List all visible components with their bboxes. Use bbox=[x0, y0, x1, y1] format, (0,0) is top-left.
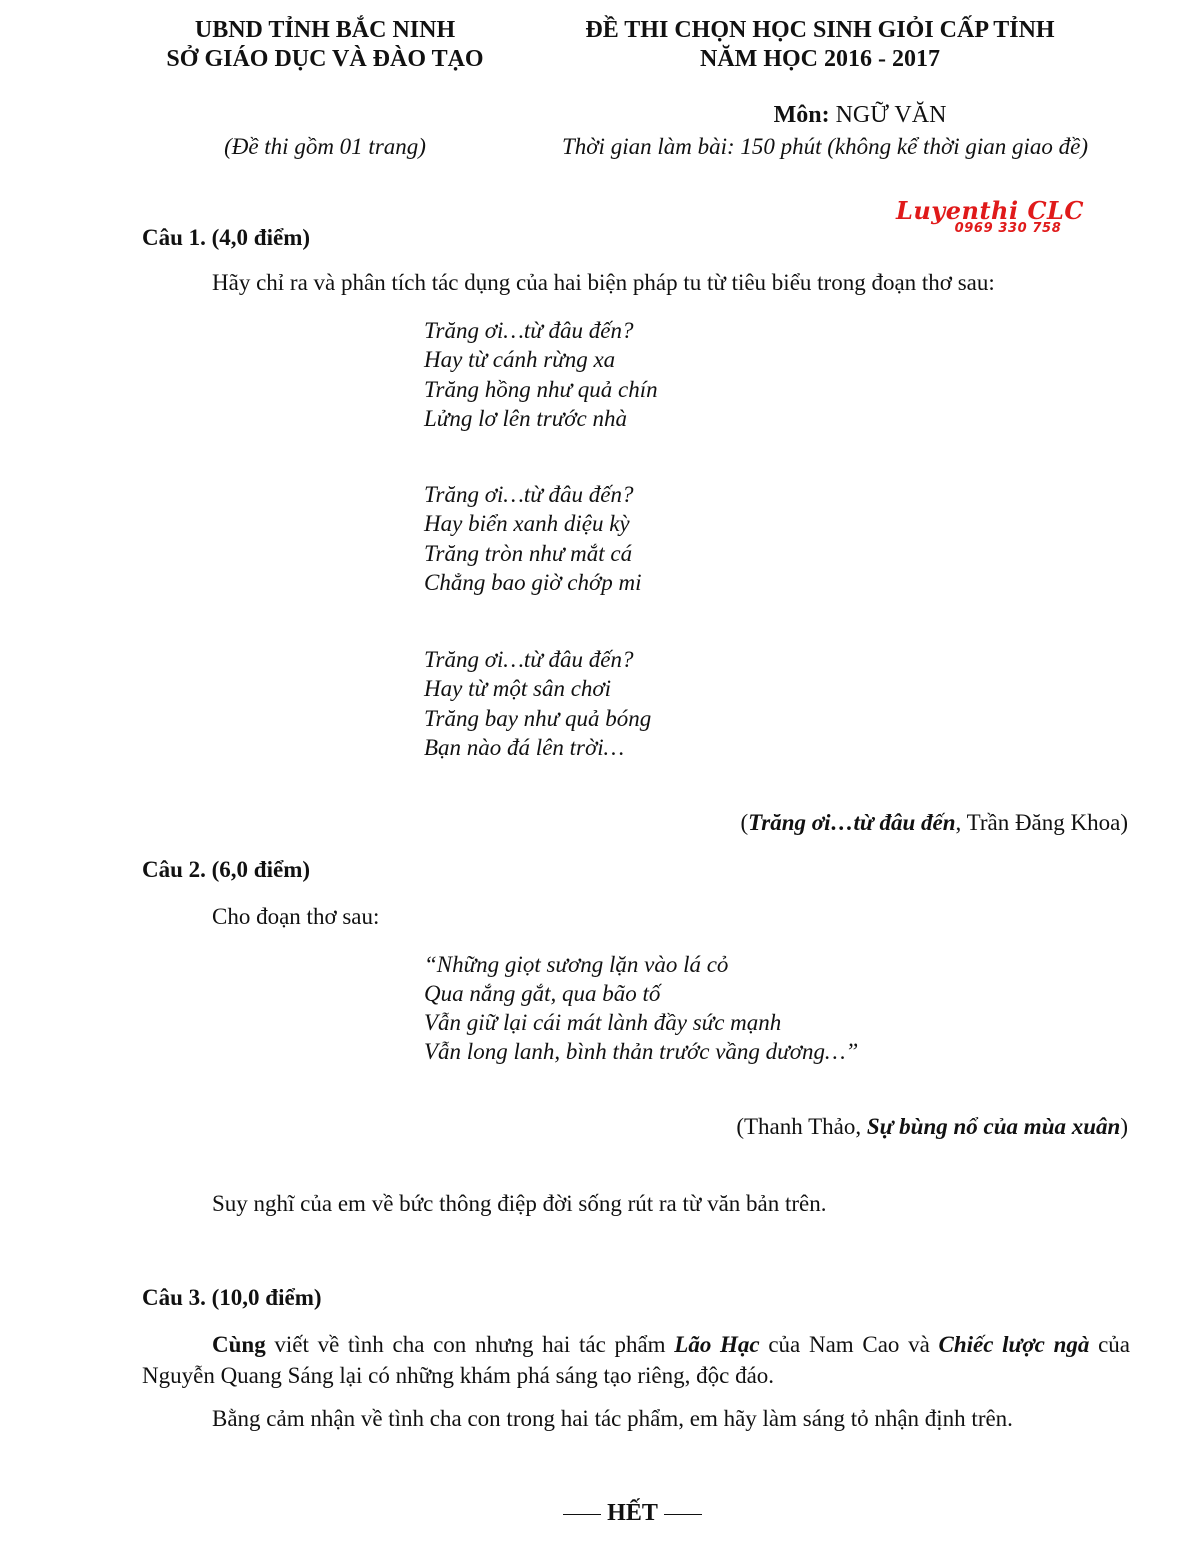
issuer-line-1: UBND TỈNH BẮC NINH bbox=[194, 17, 456, 43]
issuer-line-2: SỞ GIÁO DỤC VÀ ĐÀO TẠO bbox=[166, 46, 484, 72]
q2-source-author: (Thanh Thảo, bbox=[736, 1114, 867, 1139]
watermark-logo bbox=[880, 196, 1120, 246]
q2-source-close: ) bbox=[1120, 1114, 1128, 1139]
q1-stanza3-line2: Hay từ một sân chơi bbox=[424, 676, 612, 701]
subject-line bbox=[540, 102, 1180, 129]
q3-text-c: của Nguyễn Quang Sáng lại có những khám phá sáng tạo riêng, độc đáo. bbox=[142, 1332, 1131, 1388]
end-dash-left bbox=[563, 1514, 601, 1515]
q1-source bbox=[740, 810, 1128, 836]
q1-stanza1-line3: Trăng hồng như quả chín bbox=[424, 377, 658, 402]
q2-poem-line3: Vẫn giữ lại cái mát lành đầy sức mạnh bbox=[424, 1010, 782, 1035]
watermark-name: Luyenthi CLC bbox=[895, 196, 1085, 225]
q1-stanza3-line3: Trăng bay như quả bóng bbox=[424, 706, 652, 731]
q2-intro: Cho đoạn thơ sau: bbox=[212, 904, 380, 929]
q1-stanza1-line1: Trăng ơi…từ đâu đến? bbox=[424, 318, 634, 343]
school-year: NĂM HỌC 2016 - 2017 bbox=[700, 46, 940, 72]
end-mark bbox=[0, 1500, 1200, 1527]
q2-poem-line2: Qua nắng gắt, qua bão tố bbox=[424, 981, 661, 1006]
watermark-phone: 0969 330 758 bbox=[954, 221, 1062, 236]
q1-stanza2-line3: Trăng tròn như mắt cá bbox=[424, 541, 633, 566]
q3-work-lao-hac: Lão Hạc bbox=[674, 1332, 760, 1357]
subject-label: Môn: bbox=[773, 102, 830, 128]
q1-stanza3-line1: Trăng ơi…từ đâu đến? bbox=[424, 647, 634, 672]
exam-title: ĐỀ THI CHỌN HỌC SINH GIỎI CẤP TỈNH bbox=[585, 17, 1055, 43]
q3-text-b: của Nam Cao và bbox=[759, 1332, 939, 1357]
q3-work-chiec-luoc-nga: Chiếc lược ngà bbox=[938, 1332, 1090, 1357]
q1-title: Câu 1. (4,0 điểm) bbox=[142, 225, 311, 250]
issuer-block bbox=[140, 16, 510, 74]
q2-poem-line1: “Những giọt sương lặn vào lá cỏ bbox=[424, 952, 729, 977]
q1-source-open: ( bbox=[740, 810, 749, 835]
q3-paragraph-1 bbox=[142, 1329, 1130, 1391]
q3-text-a: viết về tình cha con nhưng hai tác phẩm bbox=[265, 1332, 675, 1357]
exam-title-block bbox=[540, 16, 1100, 74]
pages-note: (Đề thi gồm 01 trang) bbox=[224, 134, 426, 159]
q1-stanza1-line2: Hay từ cánh rừng xa bbox=[424, 347, 616, 372]
end-dash-right bbox=[664, 1514, 702, 1515]
q1-stanza3-line4: Bạn nào đá lên trời… bbox=[424, 735, 625, 760]
time-note: Thời gian làm bài: 150 phút (không kể thời gian giao đề) bbox=[561, 134, 1089, 159]
q2-source-title: Sự bùng nổ của mùa xuân bbox=[866, 1114, 1121, 1139]
q1-stanza1-line4: Lửng lơ lên trước nhà bbox=[424, 406, 627, 431]
q2-prompt: Suy nghĩ của em về bức thông điệp đời sống rút ra từ văn bản trên. bbox=[212, 1191, 827, 1216]
q2-title: Câu 2. (6,0 điểm) bbox=[142, 857, 311, 882]
q2-source bbox=[736, 1114, 1128, 1140]
end-text: HẾT bbox=[607, 1500, 658, 1526]
q1-prompt: Hãy chỉ ra và phân tích tác dụng của hai biện pháp tu từ tiêu biểu trong đoạn thơ sau: bbox=[212, 270, 995, 295]
q1-stanza2-line1: Trăng ơi…từ đâu đến? bbox=[424, 482, 634, 507]
q1-stanza2-line4: Chẳng bao giờ chớp mi bbox=[424, 570, 642, 595]
q1-stanza2-line2: Hay biển xanh diệu kỳ bbox=[424, 511, 630, 536]
q3-lead-word: Cùng bbox=[212, 1332, 266, 1357]
q2-poem-line4: Vẫn long lanh, bình thản trước vầng dương…” bbox=[424, 1039, 859, 1064]
q3-paragraph-2: Bằng cảm nhận về tình cha con trong hai tác phẩm, em hãy làm sáng tỏ nhận định trên. bbox=[212, 1406, 1013, 1431]
q1-source-title: Trăng ơi…từ đâu đến bbox=[748, 810, 956, 835]
subject-value: NGỮ VĂN bbox=[835, 102, 947, 128]
q1-source-author: , Trần Đăng Khoa) bbox=[955, 810, 1128, 835]
q3-title: Câu 3. (10,0 điểm) bbox=[142, 1285, 322, 1310]
